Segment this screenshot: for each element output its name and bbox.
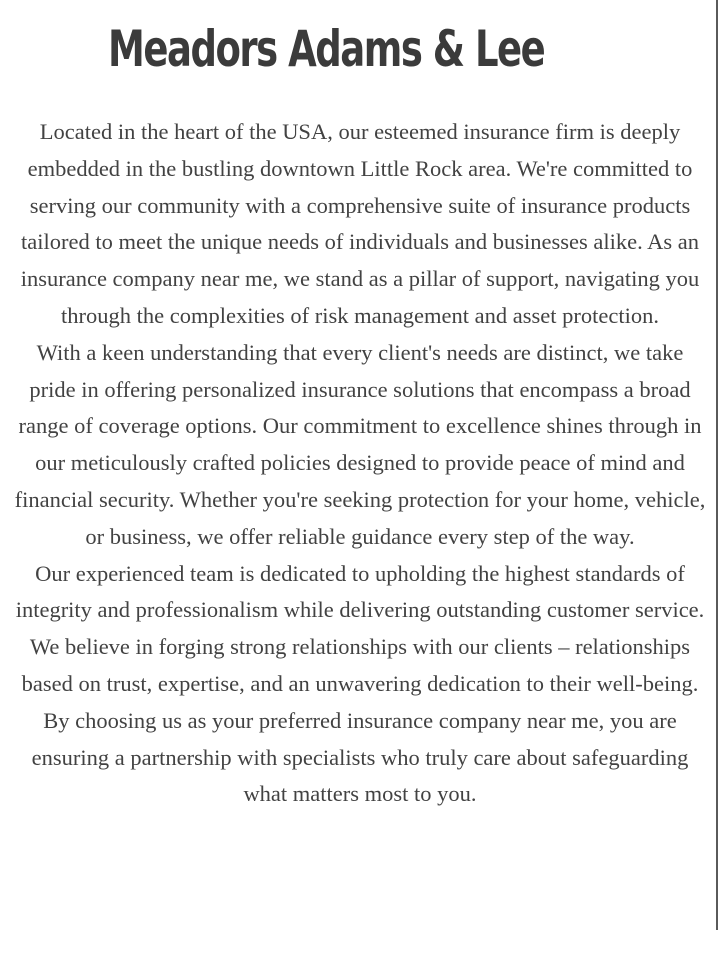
about-paragraph-team: Our experienced team is dedicated to upholding the highest standards of integrity and professionalism while delivering outstanding customer service. We believe in forging strong relationships with our clients – relationships based on trust, expertise, and an unwavering dedication to their well-being. By choosing us as your preferred insurance company near me, you are ensuring a partnership with specialists who truly care about safeguarding what matters most to you. bbox=[15, 560, 705, 807]
company-title: Meadors Adams & Lee bbox=[108, 20, 545, 78]
about-paragraph-personalized: With a keen understanding that every client's needs are distinct, we take pride in offering personalized insurance solutions that encompass a broad range of coverage options. Our commitment to excellence shines through in our meticulously crafted policies designed to provide peace of mind and financial security. Whether you're seeking protection for your home, vehicle, or business, we offer reliable guidance every step of the way. bbox=[14, 339, 706, 549]
about-section bbox=[14, 114, 706, 813]
about-paragraph-intro: Located in the heart of the USA, our esteemed insurance firm is deeply embedded in the bustling downtown Little Rock area. We're committed to serving our community with a comprehensive suite of insurance products tailored to meet the unique needs of individuals and businesses alike. As an insurance company near me, we stand as a pillar of support, navigating you through the complexities of risk management and asset protection. bbox=[20, 119, 700, 328]
